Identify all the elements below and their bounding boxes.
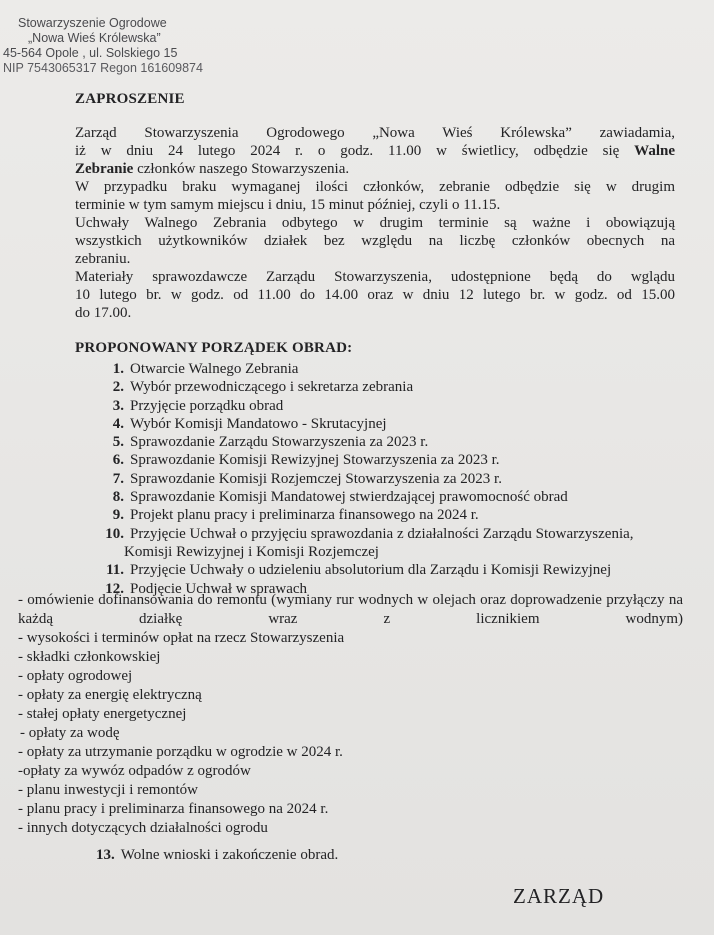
- subitem: - opłaty za energię elektryczną: [18, 687, 202, 703]
- agenda-number: 4.: [112, 415, 124, 432]
- body-line: wszystkich użytkowników działek bez względu na liczbę członków obecnych na: [75, 233, 675, 249]
- body-line: terminie w tym samym miejscu i dniu, 15 minut później, czyli o 11.15.: [75, 197, 501, 213]
- agenda-item: [96, 525, 696, 543]
- agenda-item: [96, 488, 696, 506]
- agenda-text: Sprawozdanie Komisji Mandatowej stwierdzającej prawomocność obrad: [130, 489, 568, 506]
- agenda-text: Wybór Komisji Mandatowo - Skrutacyjnej: [130, 415, 387, 432]
- agenda-item: [96, 506, 696, 524]
- subitem: - planu inwestycji i remontów: [18, 782, 198, 798]
- signature: ZARZĄD: [513, 884, 605, 908]
- agenda-text: Wybór przewodniczącego i sekretarza zebrania: [130, 379, 414, 396]
- subitem: - stałej opłaty energetycznej: [18, 706, 187, 722]
- agenda-text: Podjęcie Uchwał w sprawach: [130, 580, 308, 597]
- stamp-line: 45-564 Opole , ul. Solskiego 15: [3, 46, 178, 60]
- agenda-number: 6.: [112, 452, 124, 469]
- subitem: -opłaty za wywóz odpadów z ogrodów: [18, 763, 251, 779]
- agenda-number: 13.: [96, 847, 115, 863]
- agenda-text: Projekt planu pracy i preliminarza finansowego na 2024 r.: [130, 507, 479, 524]
- stamp-line: Stowarzyszenie Ogrodowe: [18, 16, 167, 30]
- agenda-item: [96, 470, 696, 488]
- agenda-number: 10.: [105, 525, 124, 542]
- agenda-number: 9.: [112, 507, 124, 524]
- subitem: - omówienie dofinansowania do remontu (wymiany rur wodnych w olejach oraz doprowadzenie przyłączy na każdą działkę wraz z licznikiem wodnym): [18, 592, 683, 627]
- resolution-subitems: [18, 591, 683, 838]
- agenda-text: Sprawozdanie Komisji Rozjemczej Stowarzyszenia za 2023 r.: [130, 470, 502, 487]
- agenda-number: 11.: [106, 562, 124, 579]
- agenda-number: 5.: [112, 434, 124, 451]
- agenda-number: 7.: [112, 470, 124, 487]
- subitem: - planu pracy i preliminarza finansowego na 2024 r.: [18, 801, 329, 817]
- subitem: - opłaty ogrodowej: [18, 668, 133, 684]
- agenda-item: [96, 433, 696, 451]
- agenda-item-closing: [96, 847, 338, 864]
- body-line: [75, 160, 675, 178]
- stamp-line: NIP 7543065317 Regon 161609874: [3, 61, 203, 75]
- agenda-number: 2.: [112, 379, 124, 396]
- agenda-item: [96, 360, 696, 378]
- body-line: zebraniu.: [75, 251, 131, 267]
- subitem: - składki członkowskiej: [18, 649, 161, 665]
- body-line: Zarząd Stowarzyszenia Ogrodowego „Nowa Wieś Królewska” zawiadamia,: [75, 125, 675, 141]
- agenda-item: [96, 561, 696, 579]
- body-line: 10 lutego br. w godz. od 11.00 do 14.00 oraz w dniu 12 lutego br. w godz. od 15.00: [75, 287, 675, 303]
- agenda-text: Przyjęcie porządku obrad: [130, 397, 284, 414]
- body-line: Materiały sprawozdawcze Zarządu Stowarzyszenia, udostępnione będą do wglądu: [75, 269, 675, 285]
- body-text: członków naszego Stowarzyszenia.: [133, 161, 350, 177]
- body-text: iż w dniu 24 lutego 2024 r. o godz. 11.00 w świetlicy, odbędzie się: [75, 143, 635, 159]
- subitem: - opłaty za utrzymanie porządku w ogrodzie w 2024 r.: [18, 744, 343, 760]
- bold-text: Zebranie: [75, 161, 134, 177]
- body-line: Uchwały Walnego Zebrania odbytego w drugim terminie są ważne i obowiązują: [75, 215, 675, 231]
- agenda-text: Otwarcie Walnego Zebrania: [130, 361, 299, 377]
- subitem: - wysokości i terminów opłat na rzecz Stowarzyszenia: [18, 630, 345, 646]
- agenda-text: Sprawozdanie Komisji Rewizyjnej Stowarzyszenia za 2023 r.: [130, 452, 500, 469]
- agenda-number: 8.: [112, 489, 124, 506]
- agenda-text: Przyjęcie Uchwały o udzieleniu absolutorium dla Zarządu i Komisji Rewizyjnej: [130, 562, 612, 579]
- agenda-item: [96, 451, 696, 469]
- agenda-number: 12.: [105, 580, 124, 597]
- agenda-item: [96, 397, 696, 415]
- agenda-number: 3.: [112, 397, 124, 414]
- agenda-item: [96, 378, 696, 396]
- document-title: ZAPROSZENIE: [75, 91, 185, 107]
- stamp-line: „Nowa Wieś Królewska”: [28, 31, 161, 45]
- agenda-list: [96, 360, 696, 598]
- invitation-body: [75, 124, 675, 322]
- organization-stamp: [3, 16, 203, 76]
- bold-text: Walne: [634, 143, 675, 159]
- agenda-number: 1.: [112, 361, 124, 377]
- body-line: do 17.00.: [75, 305, 132, 321]
- agenda-title: PROPONOWANY PORZĄDEK OBRAD:: [75, 340, 353, 356]
- subitem: - opłaty za wodę: [20, 725, 120, 741]
- body-line: W przypadku braku wymaganej ilości członków, zebranie odbędzie się w drugim: [75, 179, 675, 195]
- agenda-text: Przyjęcie Uchwał o przyjęciu sprawozdania z działalności Zarządu Stowarzyszenia,: [130, 525, 634, 542]
- body-line: [75, 142, 675, 160]
- agenda-text-continued: Komisji Rewizyjnej i Komisji Rozjemczej: [124, 543, 379, 560]
- agenda-item: [96, 415, 696, 433]
- agenda-text: Sprawozdanie Zarządu Stowarzyszenia za 2023 r.: [130, 434, 429, 451]
- agenda-text: Wolne wnioski i zakończenie obrad.: [120, 847, 339, 863]
- subitem: - innych dotyczących działalności ogrodu: [18, 820, 268, 836]
